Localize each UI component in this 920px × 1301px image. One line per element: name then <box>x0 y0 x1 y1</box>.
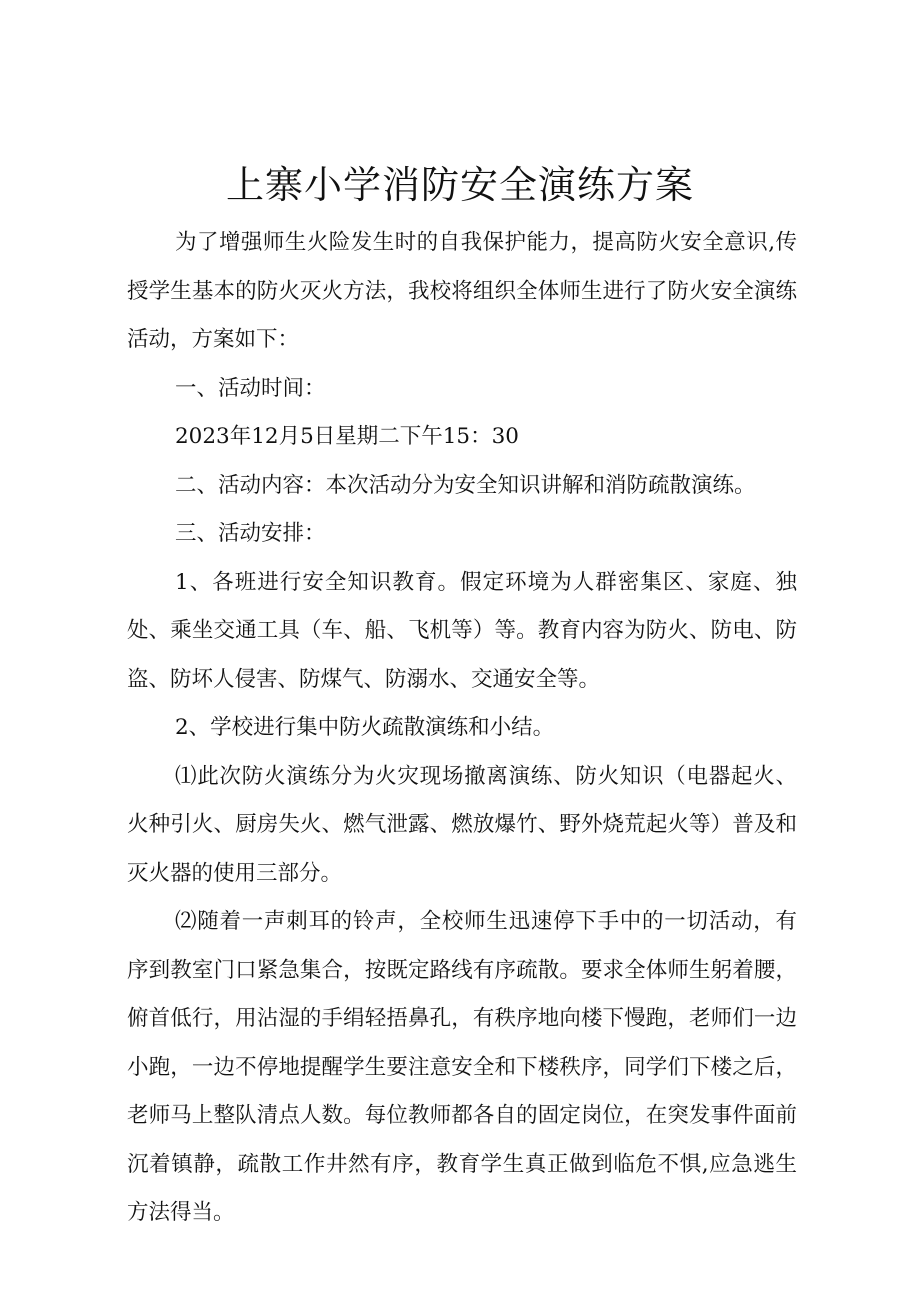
drill-detail-2: ⑵随着一声刺耳的铃声，全校师生迅速停下手中的一切活动，有序到教室门口紧急集合，按既定路线有序疏散。要求全体师生躬着腰，俯首低行，用沾湿的手绢轻捂鼻孔，有秩序地向楼下慢跑，老师们一边小跑，一边不停地提醒学生要注意安全和下楼秩序，同学们下楼之后，老师马上整队清点人数。每位教师都各自的固定岗位，在突发事件面前沉着镇静，疏散工作井然有序，教育学生真正做到临危不惧,应急逃生方法得当。 <box>127 909 797 1225</box>
document-title: 上寨小学消防安全演练方案 <box>225 163 694 208</box>
intro-paragraph: 为了增强师生火险发生时的自我保护能力，提高防火安全意识,传授学生基本的防火灭火方法，我校将组织全体师生进行了防火安全演练活动，方案如下： <box>127 230 797 352</box>
arrangement-item-2: 2、学校进行集中防火疏散演练和小结。 <box>175 715 555 740</box>
activity-date: 2023年12月5日星期二下午15：30 <box>175 424 519 449</box>
arrangement-item-1: 1、各班进行安全知识教育。假定环境为人群密集区、家庭、独处、乘坐交通工具（车、船、飞机等）等。教育内容为防火、防电、防盗、防坏人侵害、防煤气、防溺水、交通安全等。 <box>127 569 797 692</box>
section-content: 二、活动内容：本次活动分为安全知识讲解和消防疏散演练。 <box>175 472 756 498</box>
section-heading-arrangement: 三、活动安排： <box>175 521 326 546</box>
document-body <box>127 219 797 1238</box>
drill-detail-1: ⑴此次防火演练分为火灾现场撤离演练、防火知识（电器起火、火种引火、厨房失火、燃气泄露、燃放爆竹、野外烧荒起火等）普及和灭火器的使用三部分。 <box>127 763 797 886</box>
section-heading-time: 一、活动时间： <box>175 375 326 401</box>
